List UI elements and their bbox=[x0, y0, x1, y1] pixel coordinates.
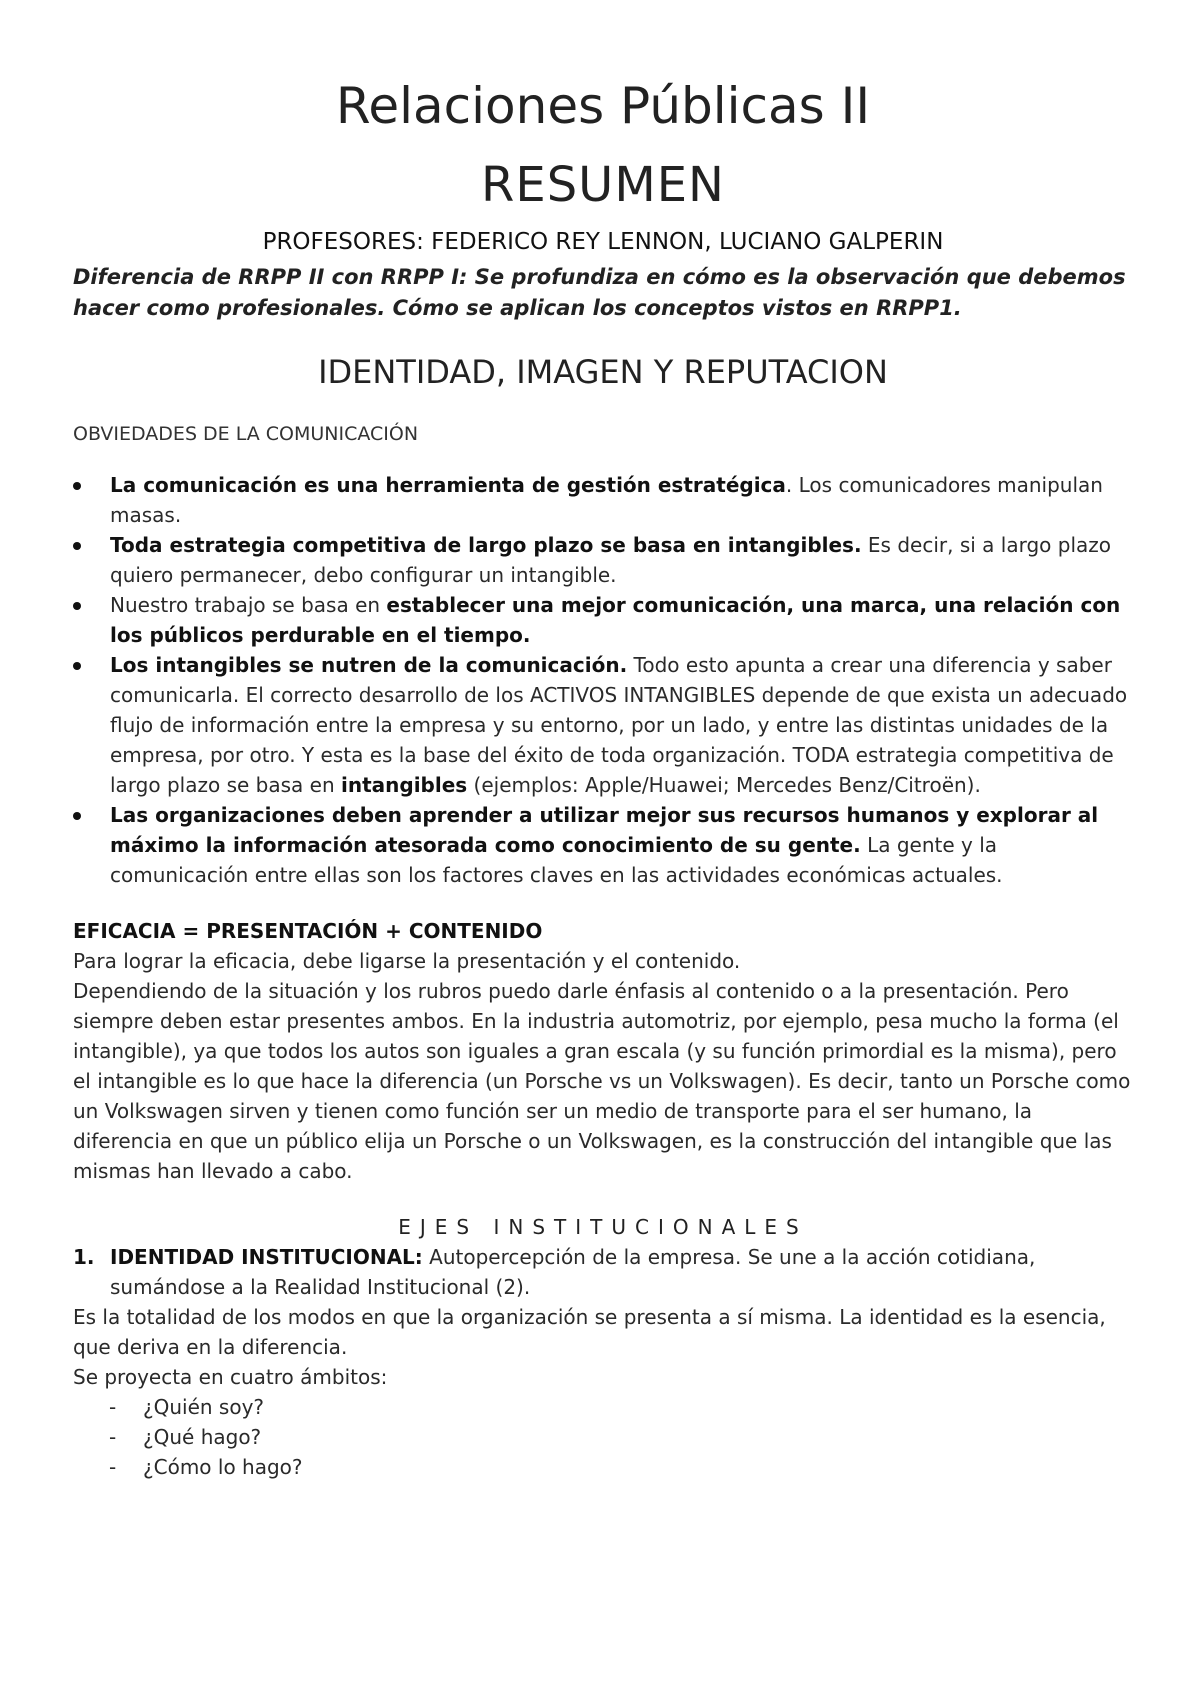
list-item bbox=[73, 800, 1133, 890]
ejes-list bbox=[73, 1242, 1133, 1302]
question-text: ¿Quién soy? bbox=[143, 1395, 265, 1419]
bullet-bold: Toda estrategia competitiva de largo plazo se basa en intangibles. bbox=[110, 533, 862, 557]
bullet-icon bbox=[73, 812, 81, 820]
bullet-icon bbox=[73, 542, 81, 550]
item-text: Autopercepción de la empresa. Se une a la acción cotidiana, sumándose a la Realidad Institucional (2). bbox=[110, 1245, 1036, 1299]
questions-list bbox=[73, 1392, 1133, 1482]
bullet-bold: Los intangibles se nutren de la comunicación. bbox=[110, 653, 628, 677]
bullet-icon bbox=[73, 662, 81, 670]
ambitos-intro: Se proyecta en cuatro ámbitos: bbox=[73, 1365, 388, 1389]
bullet-bold: establecer una mejor comunicación, una marca, una relación con los públicos perdurable en el tiempo. bbox=[110, 593, 1121, 647]
eficacia-heading: EFICACIA = PRESENTACIÓN + CONTENIDO bbox=[73, 919, 543, 943]
list-item bbox=[73, 650, 1133, 800]
list-item bbox=[73, 590, 1133, 650]
eficacia-line: Para lograr la eficacia, debe ligarse la presentación y el contenido. bbox=[73, 949, 741, 973]
identidad-paragraph: Es la totalidad de los modos en que la organización se presenta a sí misma. La identidad es la esencia, que deriva en la diferencia. bbox=[73, 1305, 1106, 1359]
list-item bbox=[73, 1242, 1133, 1302]
obviedades-list bbox=[73, 470, 1133, 890]
bullet-text: Todo esto apunta a crear una diferencia y saber comunicarla. El correcto desarrollo de los ACTIVOS INTANGIBLES depende de que exista un adecuado flujo de información entre la empresa y su entorno, por un lado, y entre las distintas unidades de la empresa, por otro. Y esta es la base del éxito de toda organización. TODA estrategia competitiva de largo plazo se basa en bbox=[110, 653, 1128, 797]
list-item bbox=[109, 1422, 1133, 1452]
bullet-bold: La comunicación es una herramienta de gestión estratégica bbox=[110, 473, 786, 497]
professors-line: PROFESORES: FEDERICO REY LENNON, LUCIANO GALPERIN bbox=[262, 229, 944, 255]
section-heading-identidad: IDENTIDAD, IMAGEN Y REPUTACION bbox=[318, 353, 888, 391]
bullet-icon bbox=[73, 602, 81, 610]
bullet-text: (ejemplos: Apple/Huawei; Mercedes Benz/Citroën). bbox=[467, 773, 981, 797]
ejes-heading: EJES INSTITUCIONALES bbox=[398, 1215, 808, 1239]
list-number: 1. bbox=[73, 1245, 95, 1269]
bullet-text: Es decir, si a largo plazo quiero permanecer, debo configurar un intangible. bbox=[110, 533, 1111, 587]
bullet-icon bbox=[73, 482, 81, 490]
eficacia-paragraph: Dependiendo de la situación y los rubros puedo darle énfasis al contenido o a la presentación. Pero siempre deben estar presentes ambos. En la industria automotriz, por ejemplo, pesa mucho la forma (el intangible), ya que todos los autos son iguales a gran escala (y su función primordial es la misma), pero el intangible es lo que hace la diferencia (un Porsche vs un Volkswagen). Es decir, tanto un Porsche como un Volkswagen sirven y tienen como función ser un medio de transporte para el ser humano, la diferencia en que un público elija un Porsche o un Volkswagen, es la construcción del intangible que las mismas han llevado a cabo. bbox=[73, 979, 1131, 1183]
subheading-obviedades: OBVIEDADES DE LA COMUNICACIÓN bbox=[73, 423, 419, 445]
dash-icon: - bbox=[109, 1425, 117, 1449]
bullet-bold: Las organizaciones deben aprender a utilizar mejor sus recursos humanos y explorar al máximo la información atesorada como conocimiento de su gente. bbox=[110, 803, 1099, 857]
question-text: ¿Cómo lo hago? bbox=[143, 1455, 303, 1479]
question-text: ¿Qué hago? bbox=[143, 1425, 262, 1449]
item-bold: IDENTIDAD INSTITUCIONAL: bbox=[110, 1245, 423, 1269]
document-title: Relaciones Públicas II bbox=[335, 77, 871, 135]
intro-paragraph: Diferencia de RRPP II con RRPP I: Se profundiza en cómo es la observación que debemos hacer como profesionales. Cómo se aplican los conceptos vistos en RRPP1. bbox=[73, 265, 1126, 320]
bullet-text: . Los comunicadores manipulan masas. bbox=[110, 473, 1103, 527]
bullet-bold: intangibles bbox=[340, 773, 468, 797]
bullet-text: La gente y la comunicación entre ellas son los factores claves en las actividades económicas actuales. bbox=[110, 833, 1003, 887]
dash-icon: - bbox=[109, 1395, 117, 1419]
list-item bbox=[73, 470, 1133, 530]
bullet-text: Nuestro trabajo se basa en bbox=[110, 593, 387, 617]
list-item bbox=[109, 1452, 1133, 1482]
list-item bbox=[109, 1392, 1133, 1422]
dash-icon: - bbox=[109, 1455, 117, 1479]
list-item bbox=[73, 530, 1133, 590]
document-page bbox=[73, 70, 1133, 1482]
document-subtitle: RESUMEN bbox=[481, 157, 725, 213]
